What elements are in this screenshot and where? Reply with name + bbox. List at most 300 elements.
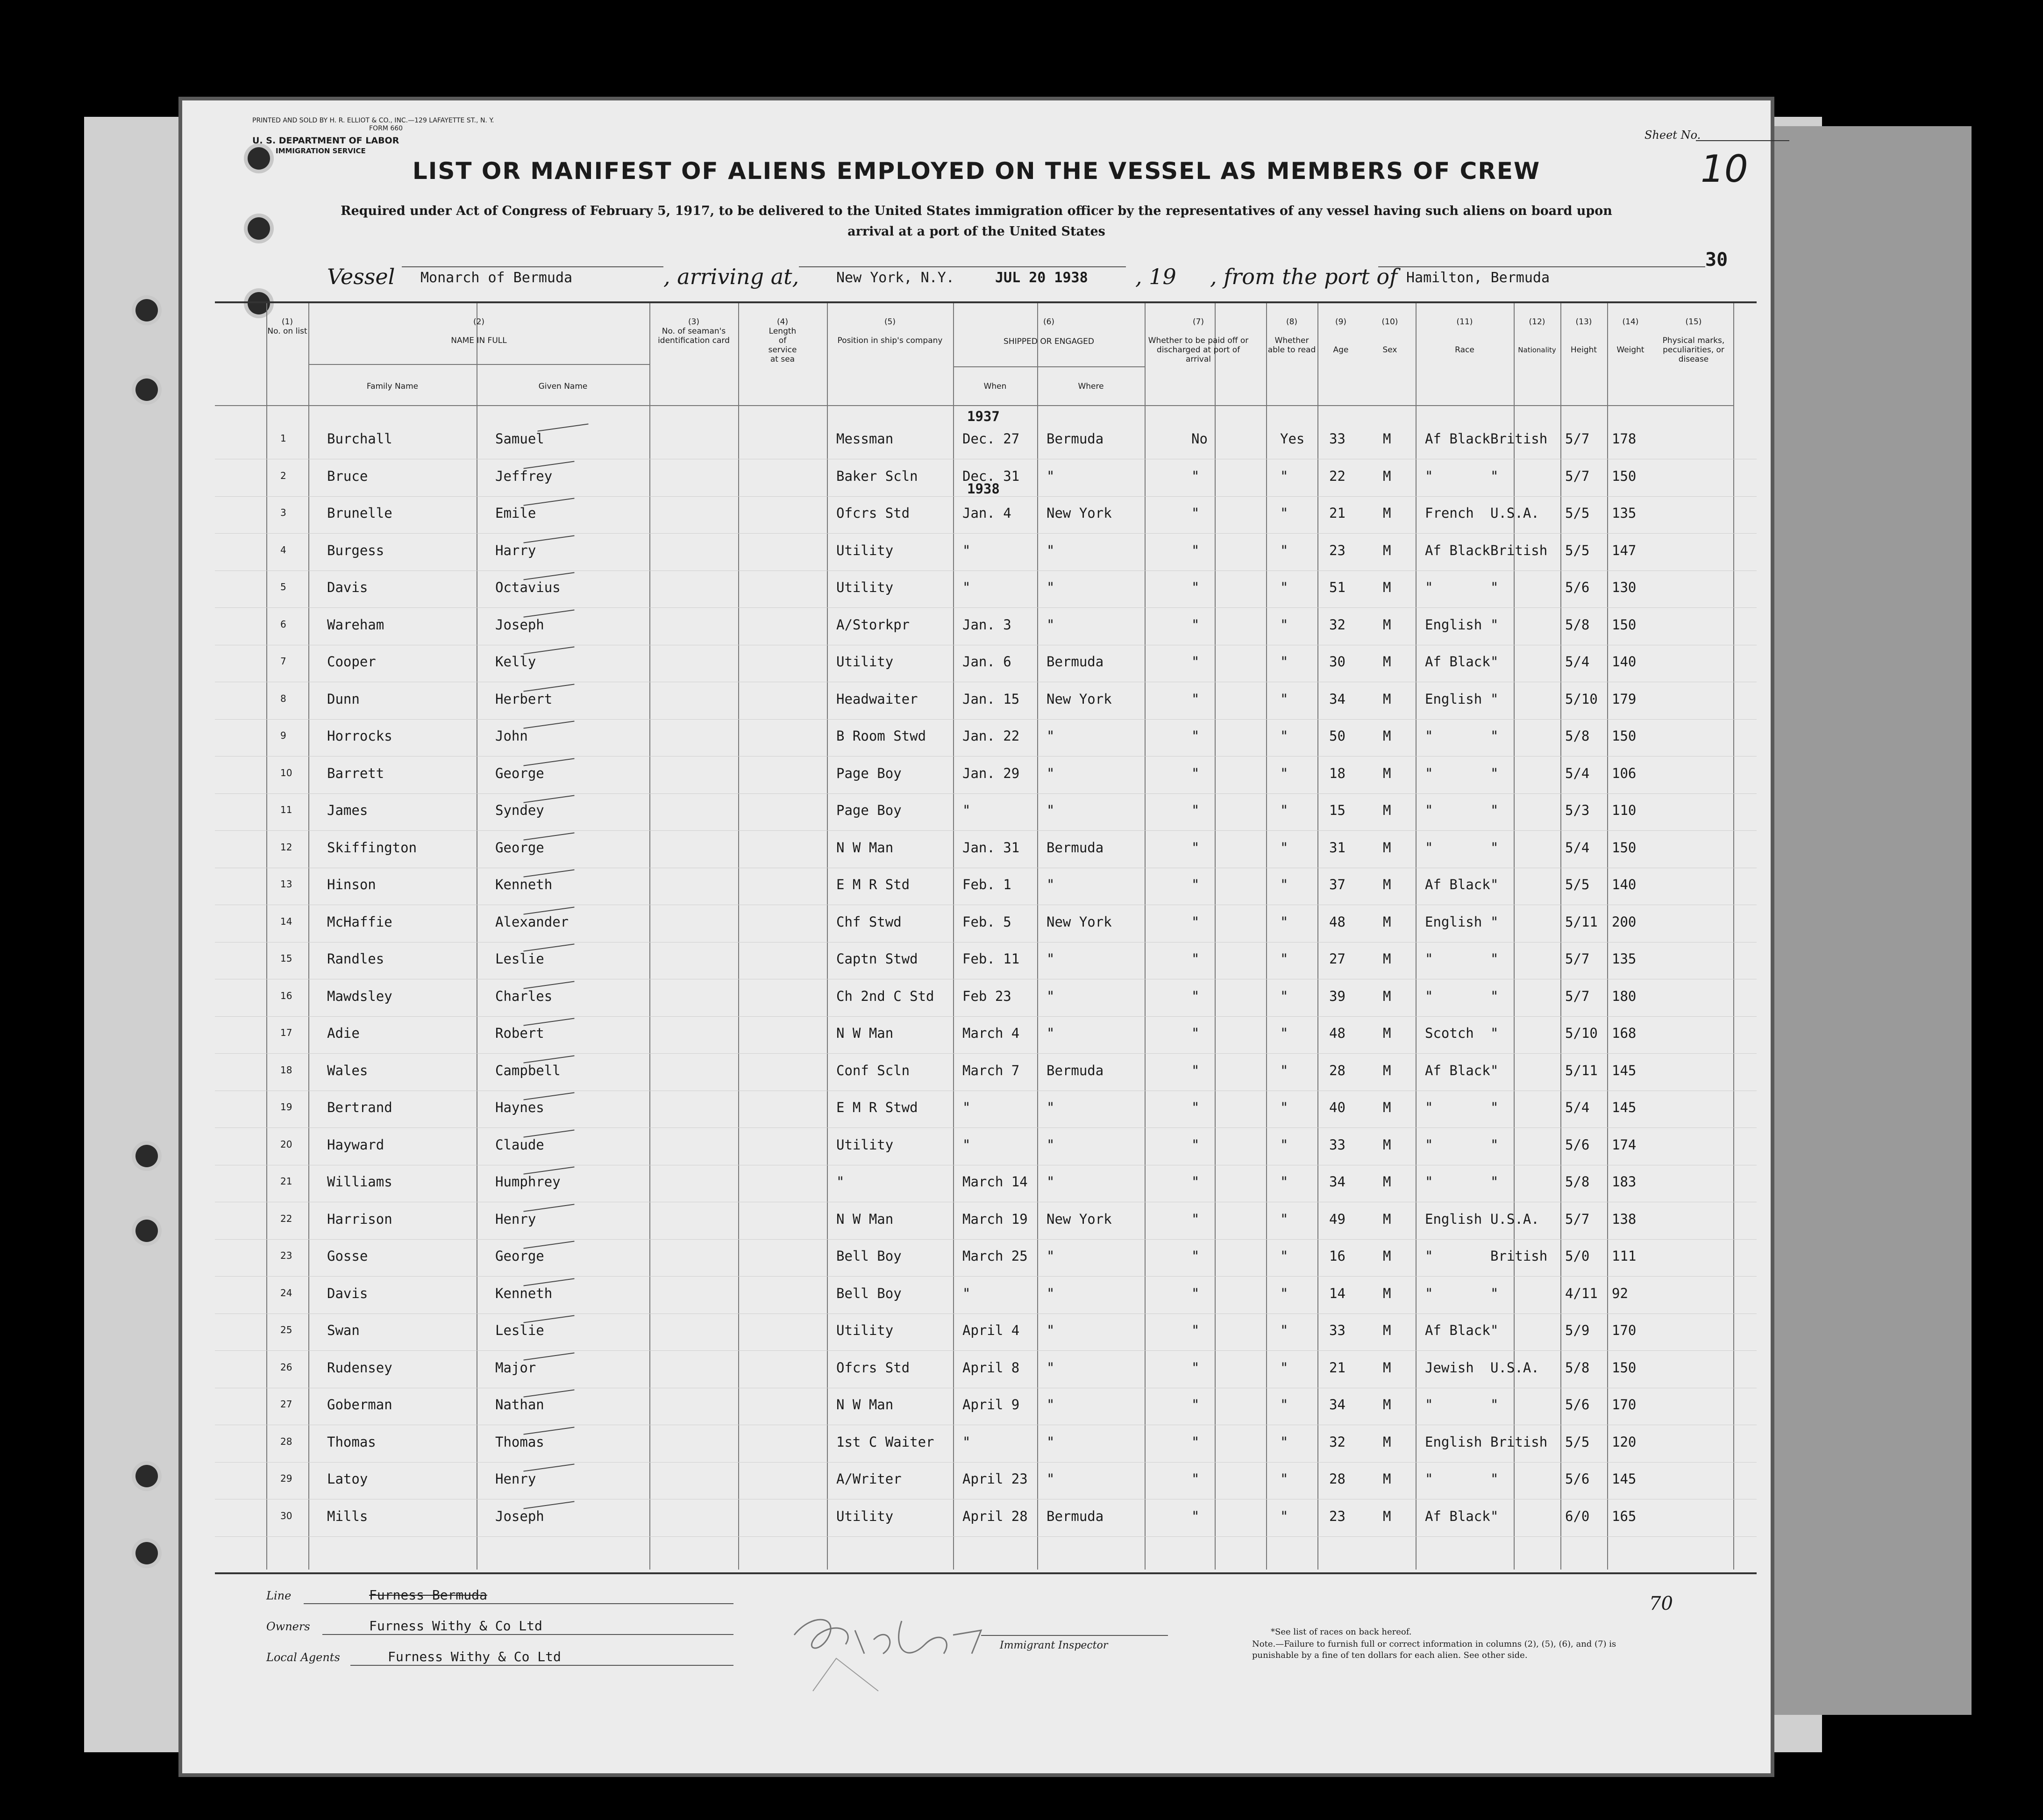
race: Af Black: [1425, 542, 1490, 558]
family-name: Barrett: [327, 765, 384, 781]
paid-off: ": [1191, 468, 1200, 484]
age: 33: [1329, 431, 1345, 447]
paid-off: ": [1191, 1099, 1200, 1115]
position: Utility: [836, 654, 894, 670]
shipped-where: ": [1046, 1471, 1055, 1487]
given-name: George: [495, 839, 544, 856]
table-row: [215, 1017, 1757, 1054]
col-1-header: (1) No. on list: [267, 317, 307, 336]
row-number: 12: [280, 841, 292, 853]
table-row: [215, 1500, 1757, 1537]
nationality: ": [1490, 914, 1499, 930]
weight: 106: [1612, 765, 1637, 781]
row-number: 10: [280, 767, 292, 778]
binder-hole: [135, 1220, 158, 1242]
shipped-when: Jan. 31: [962, 839, 1020, 856]
height: 5/10: [1565, 1025, 1598, 1041]
paid-off: ": [1191, 1434, 1200, 1450]
position: Utility: [836, 1322, 894, 1338]
age: 32: [1329, 616, 1345, 633]
sex: M: [1383, 431, 1391, 447]
given-name: Herbert: [495, 691, 553, 707]
race: ": [1425, 579, 1433, 595]
shipped-where: ": [1046, 1285, 1055, 1301]
weight: 170: [1612, 1397, 1637, 1413]
nationality: ": [1490, 1285, 1499, 1301]
shipped-where: ": [1046, 1434, 1055, 1450]
race: ": [1425, 839, 1433, 856]
position: Page Boy: [836, 765, 902, 781]
age: 49: [1329, 1211, 1345, 1227]
age: 14: [1329, 1285, 1345, 1301]
sex: M: [1383, 654, 1391, 670]
weight: 168: [1612, 1025, 1637, 1041]
age: 34: [1329, 1174, 1345, 1190]
binder-hole: [135, 299, 158, 321]
weight: 145: [1612, 1471, 1637, 1487]
height: 5/11: [1565, 914, 1598, 930]
table-row: [215, 794, 1757, 831]
date-stamp: JUL 20 1938: [995, 270, 1088, 286]
weight: 135: [1612, 951, 1637, 967]
owners-underline: [322, 1634, 733, 1635]
given-name: Syndey: [495, 802, 544, 818]
able-to-read: ": [1280, 1285, 1288, 1301]
family-name: Burchall: [327, 431, 392, 447]
shipped-when: Feb 23: [962, 988, 1011, 1004]
sheet-number: 10: [1701, 147, 1748, 191]
shipped-when: Feb. 1: [962, 877, 1011, 892]
weight: 130: [1612, 579, 1637, 595]
row-number: 7: [280, 656, 286, 667]
height: 5/4: [1565, 839, 1590, 856]
paid-off: ": [1191, 1062, 1200, 1078]
race: French: [1425, 505, 1474, 521]
table-row: [215, 422, 1757, 460]
table-row: [215, 571, 1757, 608]
family-name: Gosse: [327, 1248, 368, 1264]
able-to-read: ": [1280, 765, 1288, 781]
sex: M: [1383, 728, 1391, 744]
agents-label: Local Agents: [266, 1651, 340, 1664]
year-1937: 1937: [967, 408, 1000, 424]
owners-value: Furness Withy & Co Ltd: [369, 1618, 542, 1634]
shipped-when: March 4: [962, 1025, 1020, 1041]
row-number: 23: [280, 1250, 292, 1261]
position: Bell Boy: [836, 1285, 902, 1301]
family-name: Bruce: [327, 468, 368, 484]
able-to-read: ": [1280, 914, 1288, 930]
weight: 200: [1612, 914, 1637, 930]
height: 5/5: [1565, 1434, 1590, 1450]
shipped-where: ": [1046, 1397, 1055, 1413]
col-6b-header: Where: [1078, 382, 1104, 391]
col-5-header: (5) Position in ship's company: [837, 317, 943, 345]
shipped-when: Dec. 31: [962, 468, 1020, 484]
paid-off: ": [1191, 802, 1200, 818]
family-name: Horrocks: [327, 728, 392, 744]
shipped-where: ": [1046, 1248, 1055, 1264]
table-row: [215, 757, 1757, 794]
shipped-when: Dec. 27: [962, 431, 1020, 447]
able-to-read: ": [1280, 579, 1288, 595]
weight: 150: [1612, 468, 1637, 484]
sheet-line: [1696, 140, 1789, 141]
able-to-read: Yes: [1280, 431, 1305, 447]
family-name: Williams: [327, 1174, 392, 1190]
height: 5/8: [1565, 1359, 1590, 1376]
sex: M: [1383, 1434, 1391, 1450]
nationality: U.S.A.: [1490, 1211, 1539, 1227]
nationality: British: [1490, 542, 1548, 558]
col-2b-header: Given Name: [538, 382, 588, 391]
weight: 120: [1612, 1434, 1637, 1450]
shipped-when: ": [962, 1434, 971, 1450]
age: 30: [1329, 654, 1345, 670]
weight: 170: [1612, 1322, 1637, 1338]
family-name: Skiffington: [327, 839, 417, 856]
position: Ch 2nd C Std: [836, 988, 934, 1004]
col-7-header: (7) Whether to be paid off or discharged at port of arrival: [1148, 317, 1249, 364]
shipped-where: ": [1046, 1099, 1055, 1115]
shipped-when: Jan. 22: [962, 728, 1020, 744]
nationality: ": [1490, 468, 1499, 484]
age: 51: [1329, 579, 1345, 595]
able-to-read: ": [1280, 542, 1288, 558]
col-3-header: (3) No. of seaman's identification card: [658, 317, 730, 345]
nationality: ": [1490, 1322, 1499, 1338]
row-number: 3: [280, 507, 286, 518]
row-number: 26: [280, 1361, 292, 1373]
paid-off: ": [1191, 579, 1200, 595]
row-number: 21: [280, 1176, 292, 1187]
nationality: U.S.A.: [1490, 1359, 1539, 1376]
shipped-when: April 9: [962, 1397, 1020, 1413]
shipped-when: Jan. 4: [962, 505, 1011, 521]
agents-underline: [350, 1665, 733, 1666]
inspector-underline: [981, 1635, 1168, 1636]
given-name: Emile: [495, 505, 536, 521]
paid-off: ": [1191, 988, 1200, 1004]
family-name: Swan: [327, 1322, 360, 1338]
col-2a-header: Family Name: [366, 382, 419, 391]
given-name: Joseph: [495, 616, 544, 633]
back-sheet-edge: [1757, 126, 1972, 1715]
weight: 145: [1612, 1099, 1637, 1115]
age: 39: [1329, 988, 1345, 1004]
family-name: Hinson: [327, 877, 376, 892]
race: Af Black: [1425, 1508, 1490, 1524]
from-underline: [1378, 266, 1705, 267]
race: Jewish: [1425, 1359, 1474, 1376]
age: 34: [1329, 691, 1345, 707]
family-name: Goberman: [327, 1397, 392, 1413]
inspector-initials: 70: [1649, 1593, 1673, 1614]
height: 6/0: [1565, 1508, 1590, 1524]
given-name: Claude: [495, 1136, 544, 1153]
shipped-when: March 25: [962, 1248, 1028, 1264]
race: ": [1425, 1397, 1433, 1413]
paid-off: ": [1191, 1211, 1200, 1227]
position: Captn Stwd: [836, 951, 918, 967]
shipped-when: ": [962, 542, 971, 558]
family-name: Hayward: [327, 1136, 384, 1153]
table-row: [215, 645, 1757, 683]
position: Chf Stwd: [836, 914, 902, 930]
shipped-where: Bermuda: [1046, 1508, 1104, 1524]
age: 48: [1329, 914, 1345, 930]
nationality: ": [1490, 877, 1499, 892]
row-number: 28: [280, 1435, 292, 1447]
nationality: ": [1490, 691, 1499, 707]
col-age-header: (9) Age: [1333, 317, 1349, 355]
able-to-read: ": [1280, 802, 1288, 818]
col-4-header: (4) Length of service at sea: [768, 317, 797, 364]
race: ": [1425, 728, 1433, 744]
row-number: 1: [280, 433, 286, 444]
sex: M: [1383, 1322, 1391, 1338]
shipped-when: Jan. 29: [962, 765, 1020, 781]
shipped-where: New York: [1046, 691, 1112, 707]
age: 15: [1329, 802, 1345, 818]
race: Scotch: [1425, 1025, 1474, 1041]
able-to-read: ": [1280, 468, 1288, 484]
race: English: [1425, 914, 1482, 930]
col-weight-header: (14) Weight: [1616, 317, 1644, 355]
given-name: Octavius: [495, 579, 561, 595]
sex: M: [1383, 1397, 1391, 1413]
page-subtitle: Required under Act of Congress of February 5, 1917, to be delivered to the United States immigration officer by the representatives of any vessel having such aliens on board upon arrival at a port of the United States: [341, 204, 1612, 239]
race: Af Black: [1425, 877, 1490, 892]
shipped-when: ": [962, 579, 971, 595]
weight: 180: [1612, 988, 1637, 1004]
shipped-where: New York: [1046, 914, 1112, 930]
card-check-mark: [523, 721, 574, 728]
able-to-read: ": [1280, 1025, 1288, 1041]
card-check-mark: [537, 423, 588, 431]
page-title: LIST OR MANIFEST OF ALIENS EMPLOYED ON THE VESSEL AS MEMBERS OF CREW: [412, 157, 1541, 185]
line-underline: [304, 1603, 733, 1604]
table-row: [215, 720, 1757, 757]
table-row: [215, 1426, 1757, 1463]
able-to-read: ": [1280, 1062, 1288, 1078]
given-name: Charles: [495, 988, 553, 1004]
height: 5/7: [1565, 988, 1590, 1004]
paid-off: ": [1191, 691, 1200, 707]
paid-off: ": [1191, 1397, 1200, 1413]
table-row: [215, 497, 1757, 534]
paid-off: ": [1191, 1508, 1200, 1524]
sex: M: [1383, 579, 1391, 595]
given-name: Leslie: [495, 1322, 544, 1338]
shipped-when: ": [962, 1285, 971, 1301]
races-note: *See list of races on back hereof.: [1271, 1627, 1412, 1637]
weight: 150: [1612, 839, 1637, 856]
weight: 178: [1612, 431, 1637, 447]
sex: M: [1383, 877, 1391, 892]
able-to-read: ": [1280, 691, 1288, 707]
given-name: Nathan: [495, 1397, 544, 1413]
age: 33: [1329, 1136, 1345, 1153]
shipped-when: Jan. 15: [962, 691, 1020, 707]
vessel-underline: [402, 266, 663, 267]
height: 5/7: [1565, 431, 1590, 447]
given-name: Henry: [495, 1211, 536, 1227]
table-row: [215, 1165, 1757, 1203]
manifest-footer: [215, 1572, 1757, 1770]
manifest-page: [182, 100, 1771, 1773]
paid-off: ": [1191, 542, 1200, 558]
table-row: [215, 683, 1757, 720]
paid-off: ": [1191, 1471, 1200, 1487]
row-number: 25: [280, 1324, 292, 1335]
family-name: Bertrand: [327, 1099, 392, 1115]
age: 16: [1329, 1248, 1345, 1264]
row-number: 30: [280, 1510, 292, 1521]
paid-off: ": [1191, 1359, 1200, 1376]
binder-hole: [248, 217, 270, 240]
table-row: [215, 942, 1757, 980]
age: 37: [1329, 877, 1345, 892]
table-row: [215, 608, 1757, 646]
height: 4/11: [1565, 1285, 1598, 1301]
paid-off: ": [1191, 728, 1200, 744]
age: 34: [1329, 1397, 1345, 1413]
family-name: Wareham: [327, 616, 384, 633]
given-name: Major: [495, 1359, 536, 1376]
given-name: Leslie: [495, 951, 544, 967]
shipped-where: ": [1046, 765, 1055, 781]
age: 31: [1329, 839, 1345, 856]
race: ": [1425, 1471, 1433, 1487]
table-row: [215, 534, 1757, 571]
col-race-header: (11) Race: [1455, 317, 1474, 355]
height: 5/7: [1565, 951, 1590, 967]
race: ": [1425, 1174, 1433, 1190]
arriving-label: , arriving at,: [663, 264, 799, 289]
weight: 140: [1612, 654, 1637, 670]
sex: M: [1383, 914, 1391, 930]
family-name: Latoy: [327, 1471, 368, 1487]
nationality: ": [1490, 951, 1499, 967]
given-name: Robert: [495, 1025, 544, 1041]
paid-off: ": [1191, 505, 1200, 521]
family-name: Wales: [327, 1062, 368, 1078]
height: 5/5: [1565, 505, 1590, 521]
shipped-when: ": [962, 1099, 971, 1115]
position: B Room Stwd: [836, 728, 926, 744]
owners-label: Owners: [266, 1620, 310, 1633]
able-to-read: ": [1280, 839, 1288, 856]
position: E M R Std: [836, 877, 910, 892]
weight: 135: [1612, 505, 1637, 521]
able-to-read: ": [1280, 728, 1288, 744]
shipped-where: ": [1046, 1136, 1055, 1153]
height: 5/0: [1565, 1248, 1590, 1264]
row-number: 8: [280, 692, 286, 704]
position: Utility: [836, 579, 894, 595]
total-count: 30: [1705, 249, 1728, 271]
position: Page Boy: [836, 802, 902, 818]
position: Utility: [836, 1508, 894, 1524]
col-sex-header: (10) Sex: [1381, 317, 1398, 355]
given-name: Campbell: [495, 1062, 561, 1078]
nationality: ": [1490, 1062, 1499, 1078]
position: Bell Boy: [836, 1248, 902, 1264]
nationality: ": [1490, 802, 1499, 818]
agents-value: Furness Withy & Co Ltd: [388, 1649, 561, 1664]
table-row: [215, 1351, 1757, 1389]
weight: 150: [1612, 616, 1637, 633]
able-to-read: ": [1280, 1322, 1288, 1338]
race: ": [1425, 1136, 1433, 1153]
family-name: Mawdsley: [327, 988, 392, 1004]
weight: 147: [1612, 542, 1637, 558]
age: 32: [1329, 1434, 1345, 1450]
height: 5/5: [1565, 877, 1590, 892]
family-name: Davis: [327, 1285, 368, 1301]
row-number: 13: [280, 878, 292, 890]
row-number: 16: [280, 990, 292, 1001]
col-2-header: (2) NAME IN FULL: [451, 317, 507, 345]
col-9-header: (8) Whether able to read: [1267, 317, 1316, 355]
nationality: ": [1490, 1136, 1499, 1153]
weight: 111: [1612, 1248, 1637, 1264]
line-label: Line: [266, 1589, 292, 1602]
position: Conf Scln: [836, 1062, 910, 1078]
position: Ofcrs Std: [836, 1359, 910, 1376]
family-name: Davis: [327, 579, 368, 595]
age: 28: [1329, 1062, 1345, 1078]
position: N W Man: [836, 1211, 894, 1227]
sex: M: [1383, 1025, 1391, 1041]
able-to-read: ": [1280, 1248, 1288, 1264]
family-name: Adie: [327, 1025, 360, 1041]
col-nationality-header: (12) Nationality: [1518, 317, 1556, 354]
able-to-read: ": [1280, 951, 1288, 967]
paid-off: ": [1191, 654, 1200, 670]
inspector-signature: [785, 1602, 1018, 1696]
height: 5/8: [1565, 1174, 1590, 1190]
table-row: [215, 831, 1757, 869]
shipped-when: ": [962, 802, 971, 818]
given-name: Samuel: [495, 431, 544, 447]
sex: M: [1383, 951, 1391, 967]
shipped-subheader-rule: [953, 366, 1145, 367]
row-number: 29: [280, 1473, 292, 1484]
height: 5/4: [1565, 765, 1590, 781]
arriving-port: New York, N.Y.: [836, 270, 954, 286]
col-height-header: (13) Height: [1570, 317, 1597, 355]
family-name: McHaffie: [327, 914, 392, 930]
nationality: ": [1490, 728, 1499, 744]
nationality: British: [1490, 431, 1548, 447]
row-number: 20: [280, 1138, 292, 1150]
nationality: ": [1490, 1508, 1499, 1524]
given-name: Kenneth: [495, 877, 553, 892]
from-port: Hamilton, Bermuda: [1406, 270, 1550, 286]
nationality: ": [1490, 1025, 1499, 1041]
age: 18: [1329, 765, 1345, 781]
paid-off: ": [1191, 1248, 1200, 1264]
position: Utility: [836, 542, 894, 558]
height: 5/11: [1565, 1062, 1598, 1078]
nationality: British: [1490, 1434, 1548, 1450]
able-to-read: ": [1280, 654, 1288, 670]
year-label: , 19: [1135, 264, 1176, 289]
given-name: Haynes: [495, 1099, 544, 1115]
able-to-read: ": [1280, 616, 1288, 633]
